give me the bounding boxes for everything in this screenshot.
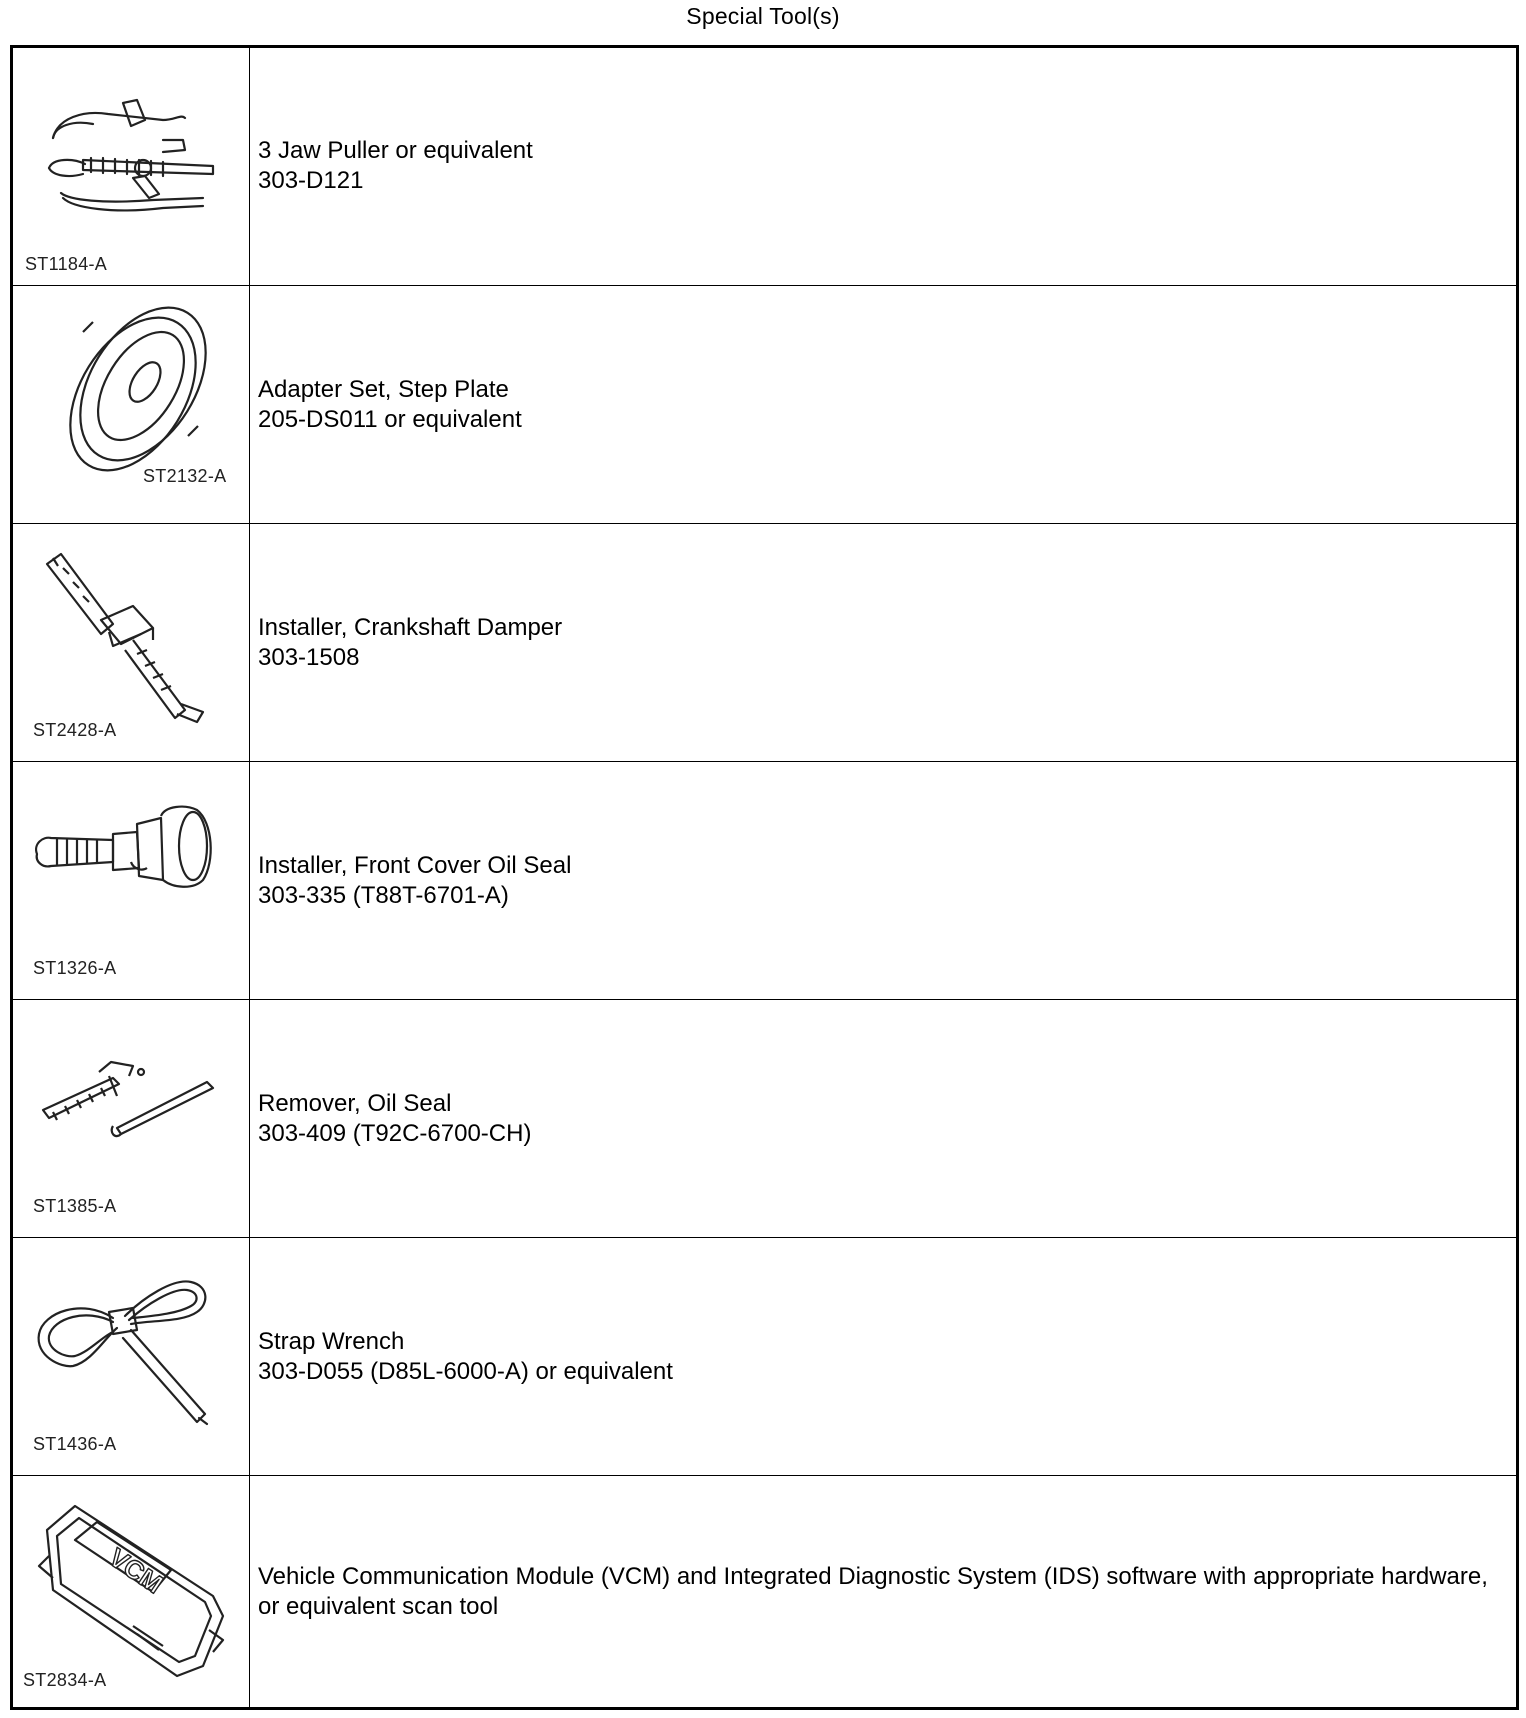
page-title: Special Tool(s): [686, 3, 840, 29]
tool-number: 303-D121: [258, 167, 364, 194]
tool-id-label: ST1326-A: [33, 958, 117, 978]
tool-number: 303-409 (T92C-6700-CH): [258, 1119, 532, 1147]
tool-id-label: ST2428-A: [33, 720, 117, 740]
table-row: [13, 524, 1516, 762]
tool-description: [258, 48, 1506, 285]
tool-id-label: ST2834-A: [23, 1670, 107, 1690]
tool-id-label: ST1385-A: [33, 1196, 117, 1216]
tool-id-label: ST1436-A: [33, 1434, 117, 1454]
tool-name: Adapter Set, Step Plate: [258, 375, 509, 403]
tool-description: [258, 524, 1506, 761]
tool-image-cell: [13, 1000, 250, 1237]
special-tools-table: [10, 45, 1519, 1710]
vcm-logo-text: VCM: [103, 1542, 169, 1600]
tool-image-cell: [13, 48, 250, 285]
table-row: [13, 1000, 1516, 1238]
tool-description: [258, 286, 1506, 523]
table-row: [13, 1238, 1516, 1476]
tool-number: 205-DS011 or equivalent: [258, 405, 522, 433]
jaw-puller-icon: [13, 48, 249, 284]
tool-image-cell: [13, 1476, 250, 1707]
tool-description: [258, 1238, 1506, 1475]
tool-name: Installer, Crankshaft Damper: [258, 613, 563, 641]
tool-description: [258, 1000, 1506, 1237]
tool-image-cell: [13, 1238, 250, 1475]
tool-name: Installer, Front Cover Oil Seal: [258, 851, 572, 879]
tool-description: [258, 1476, 1506, 1707]
tool-id-label: ST1184-A: [25, 254, 108, 274]
tool-number: 303-1508: [258, 643, 360, 671]
table-row: [13, 48, 1516, 286]
table-row: [13, 286, 1516, 524]
table-row: [13, 1476, 1516, 1707]
tool-name: Strap Wrench: [258, 1327, 405, 1355]
tool-image-cell: [13, 762, 250, 999]
table-row: [13, 762, 1516, 1000]
tool-description: [258, 762, 1506, 999]
tool-name: 3 Jaw Puller or equivalent: [258, 137, 533, 164]
tool-image-cell: [13, 286, 250, 523]
tool-image-cell: [13, 524, 250, 761]
tool-id-label: ST2132-A: [143, 466, 227, 486]
tool-name: Vehicle Communication Module (VCM) and Integrated Diagnostic System (IDS) software with appropriate hardware, or equivalent scan tool: [258, 1562, 1488, 1620]
tool-number: 303-D055 (D85L-6000-A) or equivalent: [258, 1357, 673, 1385]
tool-number: 303-335 (T88T-6701-A): [258, 881, 509, 909]
tool-name: Remover, Oil Seal: [258, 1089, 452, 1117]
